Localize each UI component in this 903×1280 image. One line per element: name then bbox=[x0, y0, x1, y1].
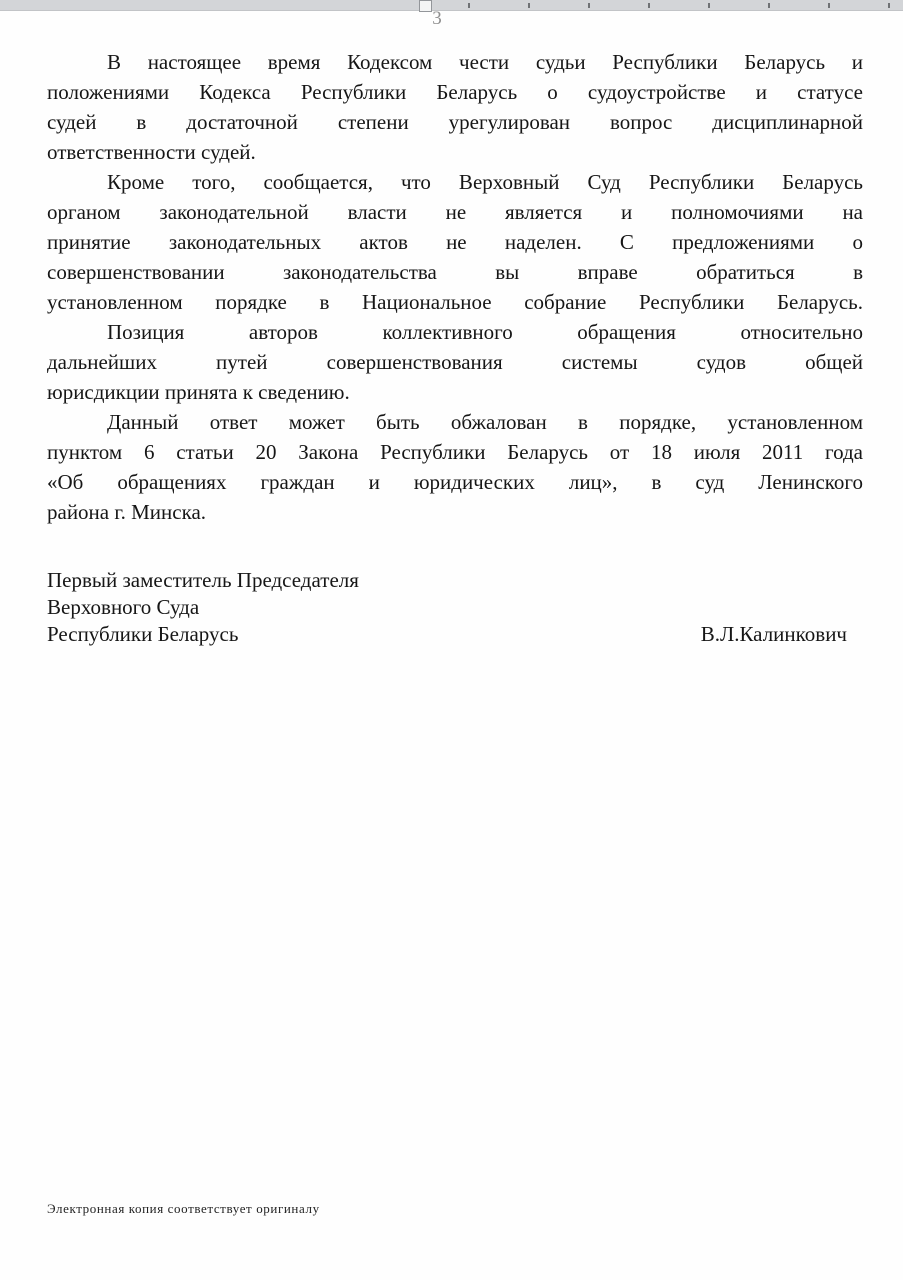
text-line: В настоящее время Кодексом чести судьи Республики Беларусь и bbox=[107, 50, 863, 74]
text-line: района г. Минска. bbox=[47, 500, 207, 524]
signer-role-line: Верховного Суда bbox=[47, 595, 200, 619]
ruler-tick-icon bbox=[708, 3, 710, 8]
ruler-tick-icon bbox=[468, 3, 470, 8]
ruler-tick-icon bbox=[648, 3, 650, 8]
text-line: судей в достаточной степени урегулирован вопрос дисциплинарной bbox=[47, 110, 863, 134]
text-line: ответственности судей. bbox=[47, 140, 256, 164]
ruler-tick-icon bbox=[888, 3, 890, 8]
signer-name: В.Л.Калинкович bbox=[700, 622, 847, 646]
certification-note: Электронная копия соответствует оригиналу bbox=[47, 1201, 320, 1216]
text-line: юрисдикции принята к сведению. bbox=[47, 380, 350, 404]
document-body bbox=[47, 47, 863, 648]
text-line: органом законодательной власти не является и полномочиями на bbox=[47, 200, 863, 224]
ruler-tick-icon bbox=[528, 3, 530, 8]
text-line: принятие законодательных актов не наделен. С предложениями о bbox=[47, 230, 863, 254]
paragraph bbox=[47, 47, 863, 167]
ruler-tick-icon bbox=[828, 3, 830, 8]
paragraph bbox=[47, 317, 863, 407]
signature-block bbox=[47, 567, 863, 648]
page-number: 3 bbox=[432, 8, 442, 29]
ruler-tick-icon bbox=[588, 3, 590, 8]
text-line: «Об обращениях граждан и юридических лиц», в суд Ленинского bbox=[47, 470, 863, 494]
text-line: дальнейших путей совершенствования системы судов общей bbox=[47, 350, 863, 374]
paragraphs-container bbox=[47, 47, 863, 527]
text-line: Кроме того, сообщается, что Верховный Суд Республики Беларусь bbox=[107, 170, 863, 194]
signature-spacer bbox=[47, 527, 863, 567]
signer-role-line: Республики Беларусь bbox=[47, 622, 239, 646]
text-line: положениями Кодекса Республики Беларусь о судоустройстве и статусе bbox=[47, 80, 863, 104]
paragraph bbox=[47, 407, 863, 527]
signer-role-line: Первый заместитель Председателя bbox=[47, 568, 359, 592]
text-line: пунктом 6 статьи 20 Закона Республики Беларусь от 18 июля 2011 года bbox=[47, 440, 863, 464]
paragraph bbox=[47, 167, 863, 317]
text-line: Данный ответ может быть обжалован в порядке, установленном bbox=[107, 410, 863, 434]
text-line: Позиция авторов коллективного обращения относительно bbox=[107, 320, 863, 344]
text-line: совершенствовании законодательства вы вправе обратиться в bbox=[47, 260, 863, 284]
ruler-tick-icon bbox=[768, 3, 770, 8]
signature-row bbox=[47, 621, 863, 648]
text-line: установленном порядке в Национальное собрание Республики Беларусь. bbox=[47, 290, 863, 314]
